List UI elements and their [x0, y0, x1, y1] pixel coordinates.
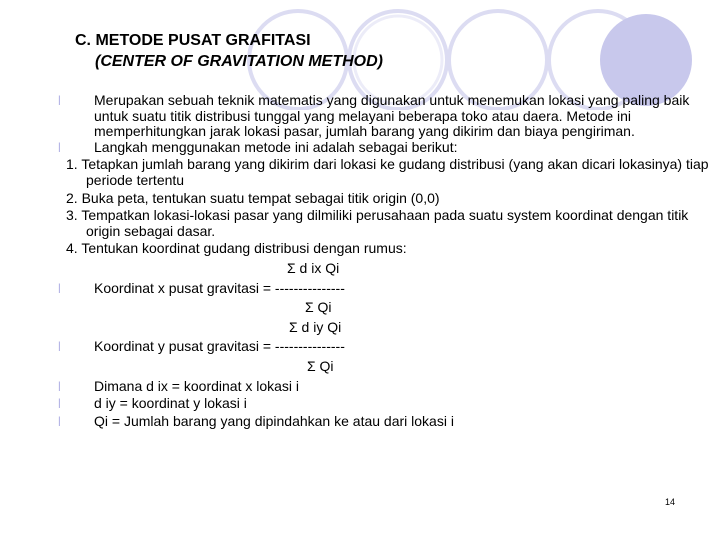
- title-line-2: (CENTER OF GRAVITATION METHOD): [95, 53, 383, 70]
- bullet-icon: l: [58, 413, 61, 429]
- formula-y-numerator: Σ d iy Qi: [289, 318, 342, 335]
- bullet-item: [0, 140, 720, 156]
- page-number: 14: [665, 497, 676, 507]
- formula-y-denominator: Σ Qi: [307, 357, 334, 374]
- definition-text: Qi = Jumlah barang yang dipindahkan ke atau dari lokasi i: [94, 412, 454, 429]
- title-line-1: C. METODE PUSAT GRAFITASI: [75, 32, 311, 49]
- definition-text: d iy = koordinat y lokasi i: [94, 395, 247, 412]
- formula-y-denominator-row: [0, 359, 720, 375]
- step-item: [0, 208, 720, 239]
- step-text: 1. Tetapkan jumlah barang yang dikirim dari lokasi ke gudang distribusi (yang akan dicari lokasinya) tiap periode tertentu: [66, 156, 709, 188]
- definition-text: Dimana d ix = koordinat x lokasi i: [94, 377, 300, 394]
- formula-y-numerator-row: [0, 320, 720, 336]
- step-text: 4. Tentukan koordinat gudang distribusi dengan rumus:: [66, 240, 407, 257]
- step-text: 3. Tempatkan lokasi-lokasi pasar yang dilmiliki perusahaan pada suatu system koordinat dengan titik origin sebagai dasar.: [66, 207, 689, 239]
- content-body: [0, 93, 720, 429]
- step-item: [0, 241, 720, 257]
- bullet-item: [0, 339, 720, 355]
- bullet-text: Merupakan sebuah teknik matematis yang digunakan untuk menemukan lokasi yang paling baik untuk suatu titik distribusi tunggal yang melayani beberapa toko atau daera. Metode ini memperhitungkan jarak lokasi pasar, jumlah barang yang dikirim dan biaya pengiriman.: [94, 92, 690, 140]
- formula-x-numerator: Σ d ix Qi: [287, 259, 340, 276]
- bullet-icon: l: [58, 280, 61, 296]
- bullet-item: [0, 396, 720, 412]
- bullet-text: Langkah menggunakan metode ini adalah sebagai berikut:: [94, 138, 458, 155]
- bullet-icon: l: [58, 396, 61, 412]
- bullet-item: [0, 281, 720, 297]
- bullet-icon: l: [58, 339, 61, 355]
- bullet-item: [0, 379, 720, 395]
- formula-x-denominator-row: [0, 300, 720, 316]
- bullet-icon: l: [58, 378, 61, 394]
- bullet-item: [0, 414, 720, 430]
- bullet-icon: l: [58, 93, 61, 108]
- formula-x-denominator: Σ Qi: [305, 299, 332, 316]
- formula-x-numerator-row: [0, 261, 720, 277]
- bullet-item: [0, 93, 720, 140]
- bullet-icon: l: [58, 139, 61, 155]
- formula-x-label: Koordinat x pusat gravitasi = ---------------: [94, 279, 345, 296]
- step-item: [0, 191, 720, 207]
- step-item: [0, 157, 720, 188]
- step-text: 2. Buka peta, tentukan suatu tempat sebagai titik origin (0,0): [66, 189, 440, 206]
- formula-y-label: Koordinat y pusat gravitasi = ---------------: [94, 338, 345, 355]
